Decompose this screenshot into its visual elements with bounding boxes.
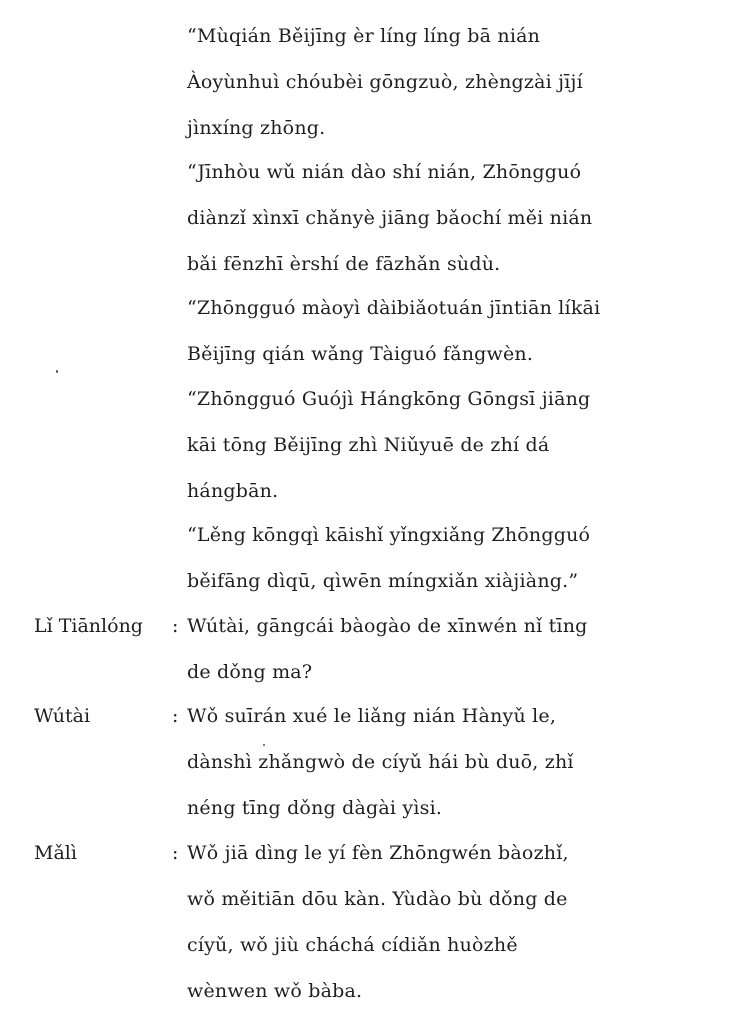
dialogue-1-line-2: de dǒng ma? bbox=[187, 661, 313, 683]
dialogue-1-line-1: Wútài, gāngcái bàogào de xīnwén nǐ tīng bbox=[187, 615, 588, 637]
dialogue-3-line-2: wǒ měitiān dōu kàn. Yùdào bù dǒng de bbox=[187, 888, 568, 910]
news-item-1-line-2: Àoyùnhuì chóubèi gōngzuò, zhèngzài jījí bbox=[187, 71, 583, 93]
news-item-5-line-1: “Lěng kōngqì kāishǐ yǐngxiǎng Zhōngguó bbox=[187, 524, 591, 546]
speaker-wutai: Wútài bbox=[34, 705, 91, 727]
news-item-2-line-3: bǎi fēnzhī èrshí de fāzhǎn sùdù. bbox=[187, 253, 501, 275]
dialogue-2-line-1: Wǒ suīrán xué le liǎng nián Hànyǔ le, bbox=[187, 705, 557, 727]
news-item-4-line-1: “Zhōngguó Guójì Hángkōng Gōngsī jiāng bbox=[187, 388, 591, 410]
news-item-1-line-3: jìnxíng zhōng. bbox=[187, 117, 326, 139]
speaker-li-tianlong: Lǐ Tiānlóng bbox=[34, 615, 143, 637]
speaker-mali: Mǎlì bbox=[34, 842, 77, 864]
news-item-2-line-1: “Jīnhòu wǔ nián dào shí nián, Zhōngguó bbox=[187, 161, 582, 183]
news-item-3-line-1: “Zhōngguó màoyì dàibiǎotuán jīntiān líkāi bbox=[187, 297, 601, 319]
news-item-4-line-2: kāi tōng Běijīng zhì Niǔyuē de zhí dá bbox=[187, 434, 550, 456]
news-item-1-line-1: “Mùqián Běijīng èr líng líng bā nián bbox=[187, 25, 541, 47]
scan-speck bbox=[56, 370, 58, 373]
speaker-colon: : bbox=[172, 842, 179, 864]
news-item-4-line-3: hángbān. bbox=[187, 480, 279, 502]
speaker-colon: : bbox=[172, 705, 179, 727]
speaker-colon: : bbox=[172, 615, 179, 637]
dialogue-3-line-1: Wǒ jiā dìng le yí fèn Zhōngwén bàozhǐ, bbox=[187, 842, 569, 864]
news-item-3-line-2: Běijīng qián wǎng Tàiguó fǎngwèn. bbox=[187, 343, 534, 365]
dialogue-3-line-4: wènwen wǒ bàba. bbox=[187, 980, 363, 1002]
news-item-5-line-2: běifāng dìqū, qìwēn míngxiǎn xiàjiàng.” bbox=[187, 570, 579, 592]
dialogue-2-line-2: dànshì zhǎngwò de cíyǔ hái bù duō, zhǐ bbox=[187, 751, 574, 773]
news-item-2-line-2: diànzǐ xìnxī chǎnyè jiāng bǎochí měi nián bbox=[187, 207, 593, 229]
dialogue-3-line-3: cíyǔ, wǒ jiù cháchá cídiǎn huòzhě bbox=[187, 934, 518, 956]
dialogue-2-line-3: néng tīng dǒng dàgài yìsi. bbox=[187, 797, 443, 819]
scan-speck bbox=[263, 744, 265, 746]
